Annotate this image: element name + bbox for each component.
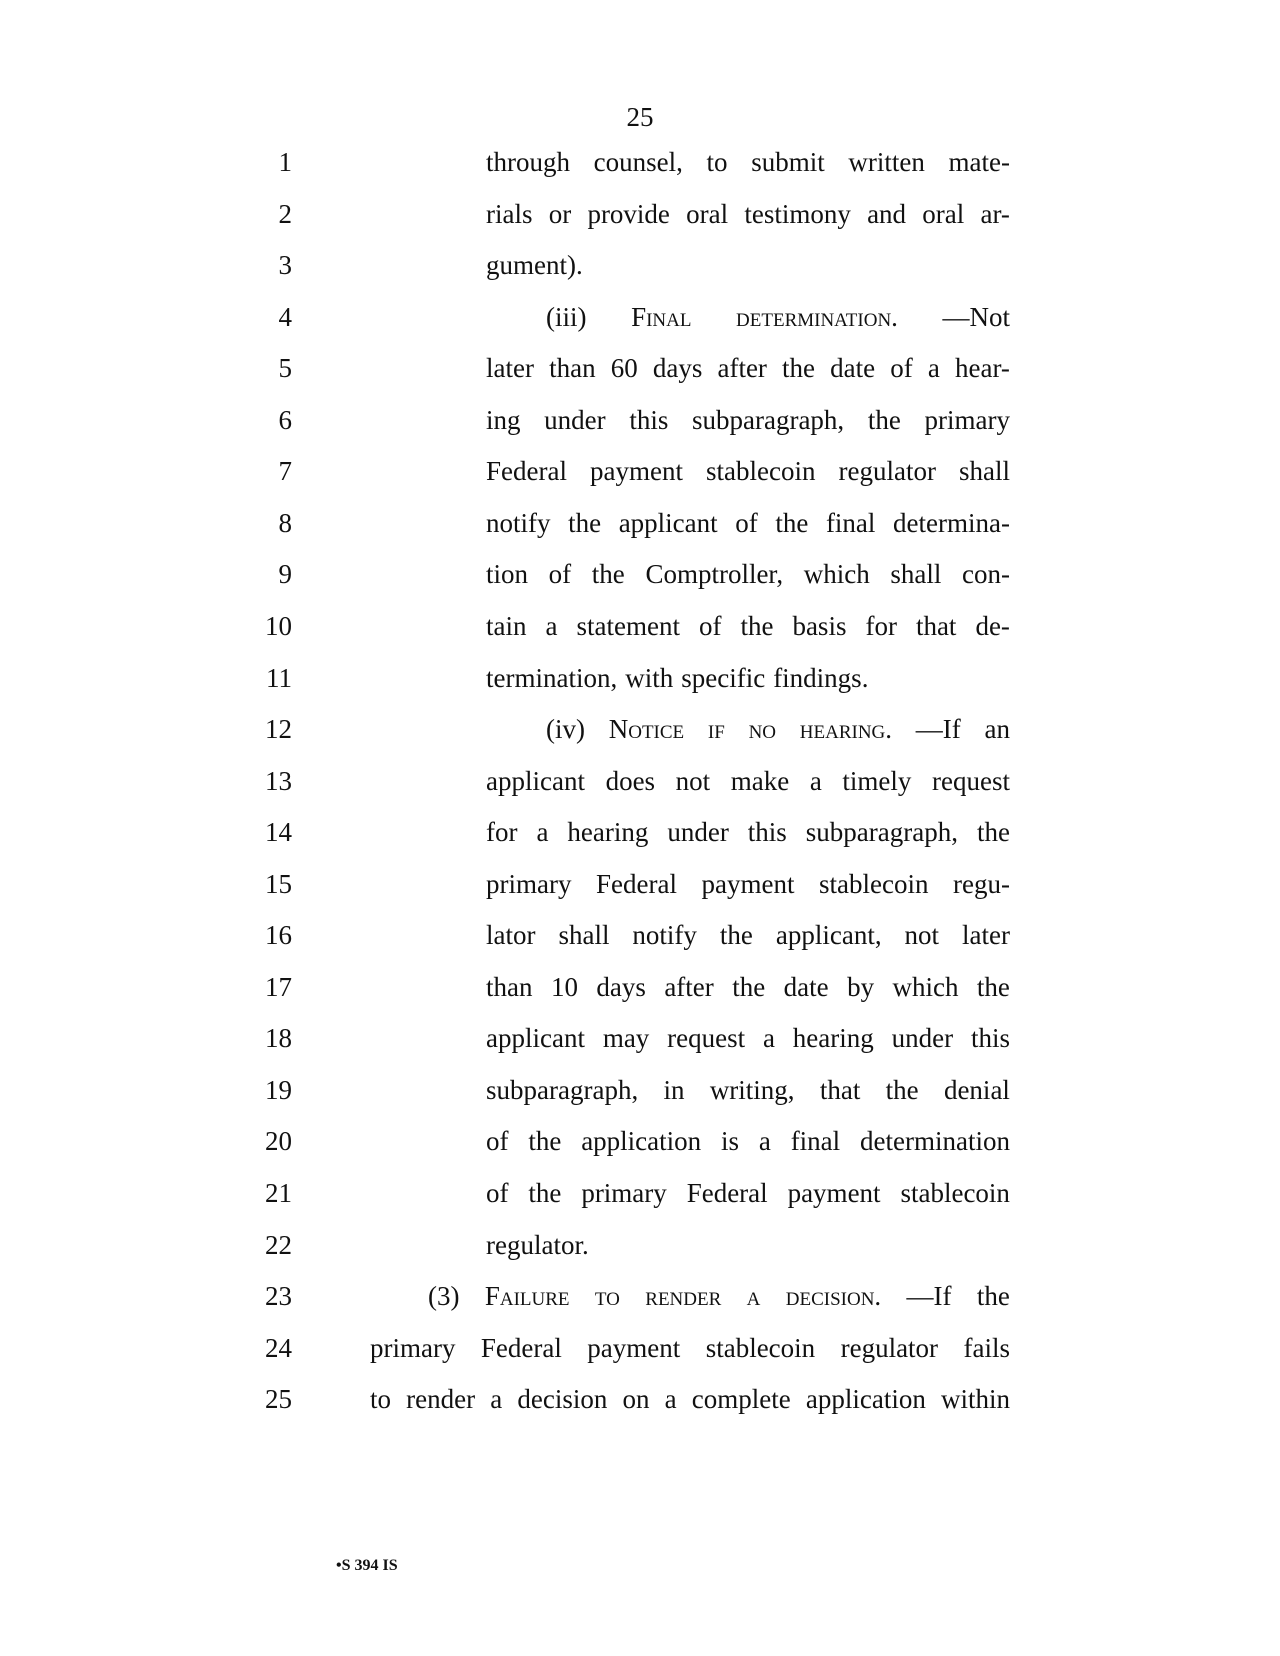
bill-line — [0, 815, 1280, 869]
line-text: of the primary Federal payment stablecoin — [486, 1178, 1010, 1208]
bill-line — [0, 1073, 1280, 1127]
bill-line — [0, 712, 1280, 766]
line-text: primary Federal payment stablecoin regulator fails — [370, 1332, 1010, 1363]
line-text: notify the applicant of the final determina- — [486, 507, 1010, 538]
line-text: subparagraph, in writing, that the denial — [486, 1074, 1010, 1105]
line-text: applicant may request a hearing under this — [486, 1023, 1010, 1054]
bill-line — [0, 351, 1280, 405]
line-number: 20 — [265, 1126, 292, 1157]
bill-line — [0, 248, 1280, 302]
line-number: 14 — [265, 817, 292, 848]
line-text: (iii) Final determination. —Not — [546, 301, 1010, 332]
line-number: 18 — [265, 1023, 292, 1054]
bill-line — [0, 145, 1280, 199]
bill-identifier: •S 394 IS — [336, 1557, 398, 1574]
line-number: 15 — [265, 868, 292, 899]
bill-line — [0, 403, 1280, 457]
line-text: (3) Failure to render a decision. —If the — [428, 1281, 1010, 1312]
line-text: Federal payment stablecoin regulator shall — [486, 456, 1010, 487]
bill-line — [0, 970, 1280, 1024]
bill-line — [0, 300, 1280, 354]
line-number: 9 — [278, 559, 292, 590]
line-number: 7 — [278, 456, 292, 487]
line-number: 5 — [278, 353, 292, 384]
line-text: termination, with specific findings. — [486, 662, 869, 693]
line-number: 1 — [278, 147, 292, 177]
line-text: (iv) Notice if no hearing. —If an — [546, 714, 1010, 745]
line-text: rials or provide oral testimony and oral ar- — [486, 198, 1010, 229]
bill-line — [0, 661, 1280, 715]
line-number: 4 — [278, 301, 292, 332]
line-text: applicant does not make a timely request — [486, 765, 1010, 796]
line-number: 11 — [266, 662, 292, 693]
bill-line — [0, 1382, 1280, 1436]
line-text: gument). — [486, 250, 583, 281]
line-text: than 10 days after the date by which the — [486, 971, 1010, 1002]
line-number: 12 — [265, 714, 292, 745]
line-text: tain a statement of the basis for that de- — [486, 610, 1010, 641]
bill-line — [0, 1279, 1280, 1333]
line-text: for a hearing under this subparagraph, the — [486, 817, 1010, 848]
line-number: 19 — [265, 1074, 292, 1105]
bill-line — [0, 918, 1280, 972]
bill-line — [0, 609, 1280, 663]
line-number: 2 — [278, 198, 292, 229]
line-text: tion of the Comptroller, which shall con- — [486, 559, 1010, 590]
bill-line — [0, 197, 1280, 251]
line-number: 17 — [265, 971, 292, 1002]
line-number: 6 — [278, 404, 292, 435]
line-number: 16 — [265, 920, 292, 951]
line-text: of the application is a final determination — [486, 1126, 1010, 1157]
line-number: 25 — [265, 1384, 292, 1415]
bill-line — [0, 454, 1280, 508]
line-text: later than 60 days after the date of a hear- — [486, 353, 1010, 384]
line-number: 8 — [278, 507, 292, 538]
line-number: 24 — [265, 1332, 292, 1363]
bill-line — [0, 506, 1280, 560]
line-number: 22 — [265, 1229, 292, 1260]
line-text: to render a decision on a complete application within — [370, 1384, 1010, 1415]
bill-line — [0, 1176, 1280, 1230]
line-text: through counsel, to submit written mate- — [486, 147, 1010, 177]
bill-line — [0, 1124, 1280, 1178]
line-text: lator shall notify the applicant, not later — [486, 920, 1010, 951]
bill-line — [0, 1331, 1280, 1385]
page-number: 25 — [626, 102, 654, 132]
line-number: 3 — [278, 250, 292, 281]
line-number: 21 — [265, 1178, 292, 1208]
line-text: regulator. — [486, 1229, 589, 1260]
bill-line — [0, 764, 1280, 818]
bill-line — [0, 867, 1280, 921]
line-number: 10 — [265, 610, 292, 641]
line-text: primary Federal payment stablecoin regu- — [486, 868, 1010, 899]
line-text: ing under this subparagraph, the primary — [486, 404, 1010, 435]
line-number: 13 — [265, 765, 292, 796]
line-number: 23 — [265, 1281, 292, 1312]
bill-line — [0, 1228, 1280, 1282]
bill-line — [0, 1021, 1280, 1075]
bill-line — [0, 557, 1280, 611]
